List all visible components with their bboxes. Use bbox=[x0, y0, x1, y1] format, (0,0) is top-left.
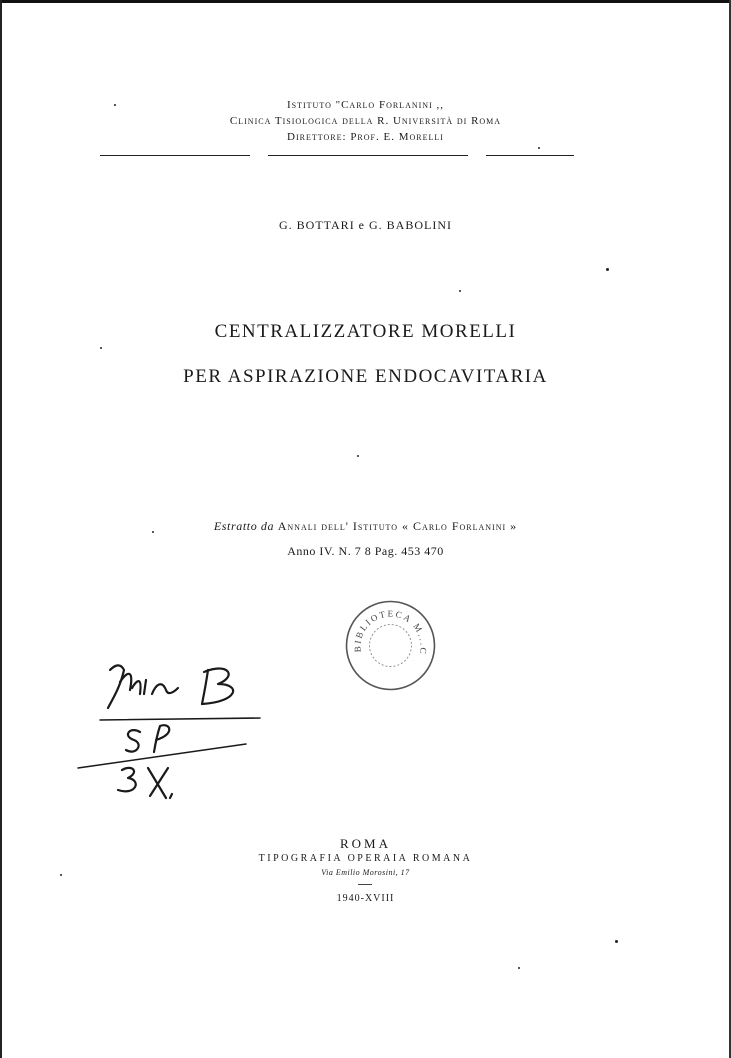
publisher-name: TIPOGRAFIA OPERAIA ROMANA bbox=[258, 853, 473, 864]
publisher-address: Via Emilio Morosini, 17 bbox=[321, 868, 410, 877]
scan-speck bbox=[114, 104, 116, 106]
scan-speck bbox=[60, 874, 62, 876]
publisher-city: ROMA bbox=[339, 836, 391, 851]
extract-prefix: Estratto da bbox=[213, 519, 275, 533]
authors: G. BOTTARI e G. BABOLINI bbox=[278, 218, 453, 232]
publication-year: 1940-XVIII bbox=[336, 893, 395, 904]
header-rule-right bbox=[486, 155, 574, 156]
clinic-name: Clinica Tisiologica della R. Università di Roma bbox=[229, 115, 502, 127]
director-name: Direttore: Prof. E. Morelli bbox=[287, 131, 444, 143]
library-stamp-icon bbox=[343, 598, 438, 693]
title-line-1: CENTRALIZZATORE MORELLI bbox=[214, 321, 517, 342]
scan-speck bbox=[606, 268, 609, 271]
publisher-divider bbox=[358, 884, 372, 885]
scan-speck bbox=[100, 347, 102, 349]
page-top-edge bbox=[0, 0, 731, 3]
header-rule-center bbox=[268, 155, 468, 156]
stamp-text: BIBLIOTECA M...C bbox=[352, 608, 429, 657]
handwritten-shelfmark bbox=[70, 640, 270, 810]
extract-note bbox=[0, 519, 731, 534]
scan-speck bbox=[357, 455, 359, 457]
scan-speck bbox=[615, 940, 618, 943]
institute-name: Istituto "Carlo Forlanini ,, bbox=[287, 99, 444, 111]
scan-speck bbox=[538, 147, 540, 149]
header-rule-left bbox=[100, 155, 250, 156]
title-line-2: PER ASPIRAZIONE ENDOCAVITARIA bbox=[183, 366, 548, 387]
svg-text:BIBLIOTECA M...C bbox=[352, 608, 428, 656]
extract-source: Annali dell' Istituto « Carlo Forlanini » bbox=[277, 519, 518, 533]
scan-speck bbox=[152, 531, 154, 533]
extract-volume: Anno IV. N. 7 8 Pag. 453 470 bbox=[287, 544, 444, 558]
scan-speck bbox=[518, 967, 520, 969]
scan-speck bbox=[459, 290, 461, 292]
